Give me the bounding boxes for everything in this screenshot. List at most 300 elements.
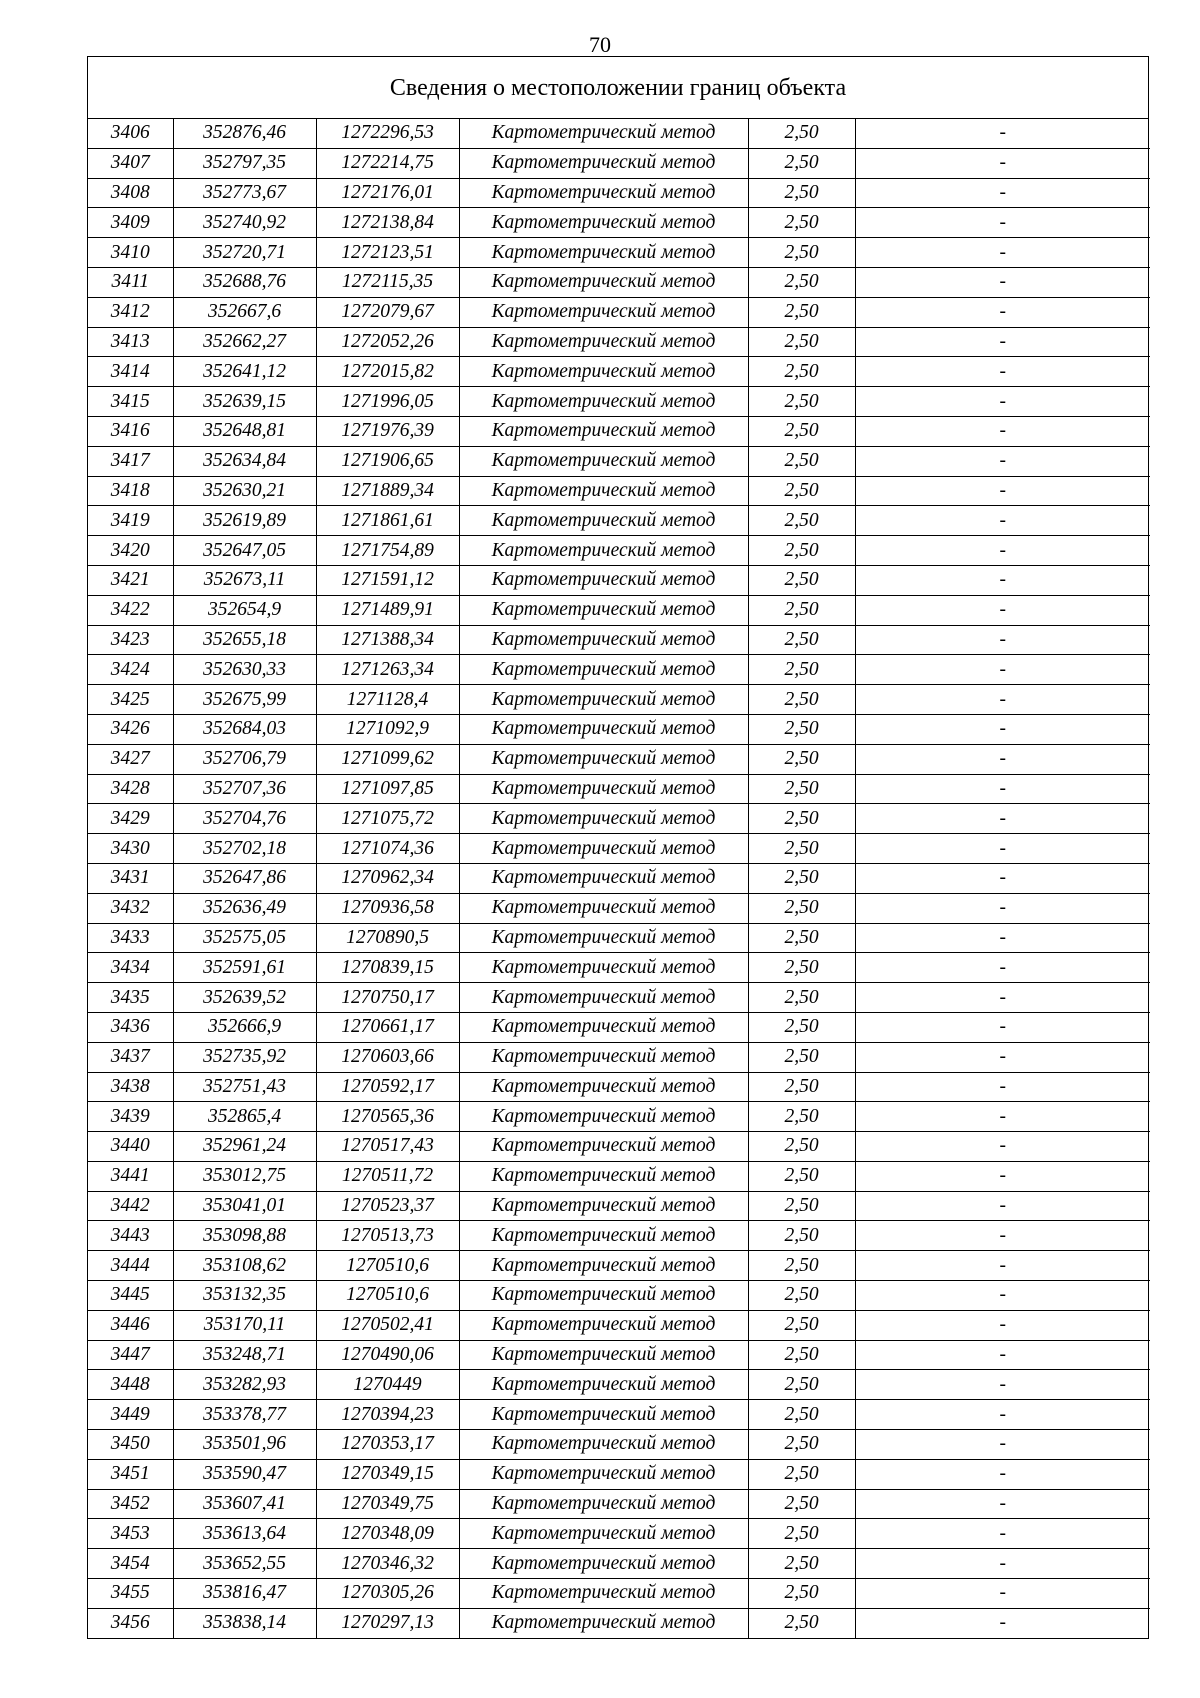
x-coordinate-cell: 352648,81 bbox=[173, 416, 316, 446]
note-cell: - bbox=[855, 774, 1150, 804]
note-cell: - bbox=[855, 685, 1150, 715]
precision-cell: 2,50 bbox=[748, 178, 855, 208]
x-coordinate-cell: 352704,76 bbox=[173, 804, 316, 834]
precision-cell: 2,50 bbox=[748, 983, 855, 1013]
note-cell: - bbox=[855, 953, 1150, 983]
table-row bbox=[88, 119, 1150, 148]
y-coordinate-cell: 1270565,36 bbox=[316, 1102, 459, 1132]
method-cell: Картометрический метод bbox=[459, 1400, 748, 1430]
point-number-cell: 3423 bbox=[88, 625, 173, 655]
precision-cell: 2,50 bbox=[748, 1221, 855, 1251]
point-number-cell: 3447 bbox=[88, 1340, 173, 1370]
y-coordinate-cell: 1272176,01 bbox=[316, 178, 459, 208]
note-cell: - bbox=[855, 1340, 1150, 1370]
y-coordinate-cell: 1271092,9 bbox=[316, 714, 459, 744]
note-cell: - bbox=[855, 416, 1150, 446]
point-number-cell: 3456 bbox=[88, 1608, 173, 1637]
note-cell: - bbox=[855, 238, 1150, 268]
note-cell: - bbox=[855, 1161, 1150, 1191]
note-cell: - bbox=[855, 714, 1150, 744]
precision-cell: 2,50 bbox=[748, 536, 855, 566]
note-cell: - bbox=[855, 297, 1150, 327]
y-coordinate-cell: 1270297,13 bbox=[316, 1608, 459, 1637]
note-cell: - bbox=[855, 983, 1150, 1013]
x-coordinate-cell: 352662,27 bbox=[173, 327, 316, 357]
point-number-cell: 3427 bbox=[88, 744, 173, 774]
table-row bbox=[88, 1549, 1150, 1579]
y-coordinate-cell: 1271889,34 bbox=[316, 476, 459, 506]
precision-cell: 2,50 bbox=[748, 1370, 855, 1400]
note-cell: - bbox=[855, 1102, 1150, 1132]
y-coordinate-cell: 1271906,65 bbox=[316, 446, 459, 476]
table-row bbox=[88, 1608, 1150, 1637]
precision-cell: 2,50 bbox=[748, 804, 855, 834]
y-coordinate-cell: 1271489,91 bbox=[316, 595, 459, 625]
y-coordinate-cell: 1271754,89 bbox=[316, 536, 459, 566]
method-cell: Картометрический метод bbox=[459, 1221, 748, 1251]
point-number-cell: 3418 bbox=[88, 476, 173, 506]
x-coordinate-cell: 353378,77 bbox=[173, 1400, 316, 1430]
y-coordinate-cell: 1272052,26 bbox=[316, 327, 459, 357]
table-row bbox=[88, 387, 1150, 417]
x-coordinate-cell: 352707,36 bbox=[173, 774, 316, 804]
y-coordinate-cell: 1270513,73 bbox=[316, 1221, 459, 1251]
y-coordinate-cell: 1270305,26 bbox=[316, 1579, 459, 1609]
table-row bbox=[88, 1251, 1150, 1281]
note-cell: - bbox=[855, 565, 1150, 595]
table-row bbox=[88, 1519, 1150, 1549]
y-coordinate-cell: 1270511,72 bbox=[316, 1161, 459, 1191]
method-cell: Картометрический метод bbox=[459, 834, 748, 864]
x-coordinate-cell: 353816,47 bbox=[173, 1579, 316, 1609]
x-coordinate-cell: 352702,18 bbox=[173, 834, 316, 864]
y-coordinate-cell: 1270510,6 bbox=[316, 1281, 459, 1311]
y-coordinate-cell: 1270890,5 bbox=[316, 923, 459, 953]
point-number-cell: 3414 bbox=[88, 357, 173, 387]
table-row bbox=[88, 327, 1150, 357]
point-number-cell: 3441 bbox=[88, 1161, 173, 1191]
table-row bbox=[88, 357, 1150, 387]
point-number-cell: 3432 bbox=[88, 893, 173, 923]
y-coordinate-cell: 1271996,05 bbox=[316, 387, 459, 417]
method-cell: Картометрический метод bbox=[459, 357, 748, 387]
method-cell: Картометрический метод bbox=[459, 1042, 748, 1072]
x-coordinate-cell: 352720,71 bbox=[173, 238, 316, 268]
y-coordinate-cell: 1270490,06 bbox=[316, 1340, 459, 1370]
table-row bbox=[88, 655, 1150, 685]
x-coordinate-cell: 352961,24 bbox=[173, 1132, 316, 1162]
method-cell: Картометрический метод bbox=[459, 1459, 748, 1489]
method-cell: Картометрический метод bbox=[459, 1102, 748, 1132]
table-row bbox=[88, 744, 1150, 774]
y-coordinate-cell: 1272214,75 bbox=[316, 148, 459, 178]
point-number-cell: 3416 bbox=[88, 416, 173, 446]
note-cell: - bbox=[855, 506, 1150, 536]
precision-cell: 2,50 bbox=[748, 1161, 855, 1191]
precision-cell: 2,50 bbox=[748, 208, 855, 238]
method-cell: Картометрический метод bbox=[459, 565, 748, 595]
method-cell: Картометрический метод bbox=[459, 1012, 748, 1042]
precision-cell: 2,50 bbox=[748, 1430, 855, 1460]
table-row bbox=[88, 804, 1150, 834]
x-coordinate-cell: 352591,61 bbox=[173, 953, 316, 983]
y-coordinate-cell: 1270603,66 bbox=[316, 1042, 459, 1072]
precision-cell: 2,50 bbox=[748, 297, 855, 327]
note-cell: - bbox=[855, 1608, 1150, 1637]
point-number-cell: 3443 bbox=[88, 1221, 173, 1251]
x-coordinate-cell: 352688,76 bbox=[173, 267, 316, 297]
y-coordinate-cell: 1271591,12 bbox=[316, 565, 459, 595]
x-coordinate-cell: 352666,9 bbox=[173, 1012, 316, 1042]
precision-cell: 2,50 bbox=[748, 863, 855, 893]
point-number-cell: 3446 bbox=[88, 1310, 173, 1340]
table-row bbox=[88, 565, 1150, 595]
precision-cell: 2,50 bbox=[748, 1191, 855, 1221]
y-coordinate-cell: 1271128,4 bbox=[316, 685, 459, 715]
method-cell: Картометрический метод bbox=[459, 893, 748, 923]
point-number-cell: 3410 bbox=[88, 238, 173, 268]
x-coordinate-cell: 353041,01 bbox=[173, 1191, 316, 1221]
method-cell: Картометрический метод bbox=[459, 267, 748, 297]
precision-cell: 2,50 bbox=[748, 1042, 855, 1072]
method-cell: Картометрический метод bbox=[459, 1608, 748, 1637]
x-coordinate-cell: 353108,62 bbox=[173, 1251, 316, 1281]
precision-cell: 2,50 bbox=[748, 1519, 855, 1549]
table-row bbox=[88, 416, 1150, 446]
note-cell: - bbox=[855, 357, 1150, 387]
point-number-cell: 3450 bbox=[88, 1430, 173, 1460]
precision-cell: 2,50 bbox=[748, 387, 855, 417]
point-number-cell: 3442 bbox=[88, 1191, 173, 1221]
x-coordinate-cell: 352655,18 bbox=[173, 625, 316, 655]
x-coordinate-cell: 352641,12 bbox=[173, 357, 316, 387]
y-coordinate-cell: 1270394,23 bbox=[316, 1400, 459, 1430]
y-coordinate-cell: 1271388,34 bbox=[316, 625, 459, 655]
point-number-cell: 3439 bbox=[88, 1102, 173, 1132]
point-number-cell: 3425 bbox=[88, 685, 173, 715]
y-coordinate-cell: 1272015,82 bbox=[316, 357, 459, 387]
x-coordinate-cell: 352706,79 bbox=[173, 744, 316, 774]
y-coordinate-cell: 1270523,37 bbox=[316, 1191, 459, 1221]
table-row bbox=[88, 923, 1150, 953]
method-cell: Картометрический метод bbox=[459, 208, 748, 238]
table-row bbox=[88, 476, 1150, 506]
note-cell: - bbox=[855, 595, 1150, 625]
note-cell: - bbox=[855, 536, 1150, 566]
note-cell: - bbox=[855, 655, 1150, 685]
method-cell: Картометрический метод bbox=[459, 1132, 748, 1162]
note-cell: - bbox=[855, 863, 1150, 893]
precision-cell: 2,50 bbox=[748, 685, 855, 715]
table-row bbox=[88, 208, 1150, 238]
method-cell: Картометрический метод bbox=[459, 446, 748, 476]
note-cell: - bbox=[855, 446, 1150, 476]
point-number-cell: 3453 bbox=[88, 1519, 173, 1549]
point-number-cell: 3411 bbox=[88, 267, 173, 297]
note-cell: - bbox=[855, 476, 1150, 506]
table-row bbox=[88, 506, 1150, 536]
point-number-cell: 3426 bbox=[88, 714, 173, 744]
point-number-cell: 3445 bbox=[88, 1281, 173, 1311]
method-cell: Картометрический метод bbox=[459, 297, 748, 327]
x-coordinate-cell: 353012,75 bbox=[173, 1161, 316, 1191]
y-coordinate-cell: 1271976,39 bbox=[316, 416, 459, 446]
table-row bbox=[88, 148, 1150, 178]
table-row bbox=[88, 1579, 1150, 1609]
precision-cell: 2,50 bbox=[748, 446, 855, 476]
point-number-cell: 3424 bbox=[88, 655, 173, 685]
table-title: Сведения о местоположении границ объекта bbox=[88, 57, 1148, 119]
method-cell: Картометрический метод bbox=[459, 1579, 748, 1609]
precision-cell: 2,50 bbox=[748, 476, 855, 506]
note-cell: - bbox=[855, 178, 1150, 208]
method-cell: Картометрический метод bbox=[459, 536, 748, 566]
table-row bbox=[88, 1012, 1150, 1042]
point-number-cell: 3429 bbox=[88, 804, 173, 834]
x-coordinate-cell: 353282,93 bbox=[173, 1370, 316, 1400]
note-cell: - bbox=[855, 1459, 1150, 1489]
method-cell: Картометрический метод bbox=[459, 1072, 748, 1102]
method-cell: Картометрический метод bbox=[459, 1370, 748, 1400]
note-cell: - bbox=[855, 893, 1150, 923]
point-number-cell: 3435 bbox=[88, 983, 173, 1013]
note-cell: - bbox=[855, 1579, 1150, 1609]
table-row bbox=[88, 1310, 1150, 1340]
precision-cell: 2,50 bbox=[748, 506, 855, 536]
y-coordinate-cell: 1271861,61 bbox=[316, 506, 459, 536]
method-cell: Картометрический метод bbox=[459, 1489, 748, 1519]
precision-cell: 2,50 bbox=[748, 625, 855, 655]
method-cell: Картометрический метод bbox=[459, 685, 748, 715]
y-coordinate-cell: 1270348,09 bbox=[316, 1519, 459, 1549]
y-coordinate-cell: 1270750,17 bbox=[316, 983, 459, 1013]
x-coordinate-cell: 352675,99 bbox=[173, 685, 316, 715]
table-row bbox=[88, 1132, 1150, 1162]
point-number-cell: 3408 bbox=[88, 178, 173, 208]
precision-cell: 2,50 bbox=[748, 834, 855, 864]
point-number-cell: 3428 bbox=[88, 774, 173, 804]
point-number-cell: 3412 bbox=[88, 297, 173, 327]
x-coordinate-cell: 353613,64 bbox=[173, 1519, 316, 1549]
method-cell: Картометрический метод bbox=[459, 625, 748, 655]
method-cell: Картометрический метод bbox=[459, 327, 748, 357]
precision-cell: 2,50 bbox=[748, 714, 855, 744]
table-row bbox=[88, 834, 1150, 864]
y-coordinate-cell: 1272079,67 bbox=[316, 297, 459, 327]
x-coordinate-cell: 353607,41 bbox=[173, 1489, 316, 1519]
point-number-cell: 3413 bbox=[88, 327, 173, 357]
table-row bbox=[88, 1191, 1150, 1221]
table-row bbox=[88, 983, 1150, 1013]
point-number-cell: 3440 bbox=[88, 1132, 173, 1162]
table-row bbox=[88, 178, 1150, 208]
method-cell: Картометрический метод bbox=[459, 387, 748, 417]
y-coordinate-cell: 1271075,72 bbox=[316, 804, 459, 834]
table-row bbox=[88, 595, 1150, 625]
x-coordinate-cell: 352673,11 bbox=[173, 565, 316, 595]
precision-cell: 2,50 bbox=[748, 416, 855, 446]
note-cell: - bbox=[855, 1489, 1150, 1519]
point-number-cell: 3417 bbox=[88, 446, 173, 476]
table-row bbox=[88, 297, 1150, 327]
precision-cell: 2,50 bbox=[748, 148, 855, 178]
method-cell: Картометрический метод bbox=[459, 714, 748, 744]
table-row bbox=[88, 1370, 1150, 1400]
precision-cell: 2,50 bbox=[748, 1400, 855, 1430]
note-cell: - bbox=[855, 387, 1150, 417]
y-coordinate-cell: 1272138,84 bbox=[316, 208, 459, 238]
note-cell: - bbox=[855, 1310, 1150, 1340]
note-cell: - bbox=[855, 1549, 1150, 1579]
method-cell: Картометрический метод bbox=[459, 863, 748, 893]
method-cell: Картометрический метод bbox=[459, 1281, 748, 1311]
x-coordinate-cell: 353248,71 bbox=[173, 1340, 316, 1370]
x-coordinate-cell: 352636,49 bbox=[173, 893, 316, 923]
x-coordinate-cell: 352647,05 bbox=[173, 536, 316, 566]
point-number-cell: 3454 bbox=[88, 1549, 173, 1579]
precision-cell: 2,50 bbox=[748, 357, 855, 387]
note-cell: - bbox=[855, 1430, 1150, 1460]
table-row bbox=[88, 1340, 1150, 1370]
precision-cell: 2,50 bbox=[748, 744, 855, 774]
table-row bbox=[88, 1042, 1150, 1072]
point-number-cell: 3444 bbox=[88, 1251, 173, 1281]
x-coordinate-cell: 352639,52 bbox=[173, 983, 316, 1013]
precision-cell: 2,50 bbox=[748, 119, 855, 148]
note-cell: - bbox=[855, 1221, 1150, 1251]
y-coordinate-cell: 1270936,58 bbox=[316, 893, 459, 923]
note-cell: - bbox=[855, 1519, 1150, 1549]
table-row bbox=[88, 267, 1150, 297]
x-coordinate-cell: 353132,35 bbox=[173, 1281, 316, 1311]
table-row bbox=[88, 863, 1150, 893]
x-coordinate-cell: 352865,4 bbox=[173, 1102, 316, 1132]
x-coordinate-cell: 352797,35 bbox=[173, 148, 316, 178]
point-number-cell: 3452 bbox=[88, 1489, 173, 1519]
table-row bbox=[88, 953, 1150, 983]
note-cell: - bbox=[855, 1132, 1150, 1162]
method-cell: Картометрический метод bbox=[459, 744, 748, 774]
table-row bbox=[88, 1102, 1150, 1132]
y-coordinate-cell: 1270349,75 bbox=[316, 1489, 459, 1519]
coordinates-table bbox=[88, 119, 1150, 1638]
note-cell: - bbox=[855, 1251, 1150, 1281]
x-coordinate-cell: 352647,86 bbox=[173, 863, 316, 893]
method-cell: Картометрический метод bbox=[459, 238, 748, 268]
x-coordinate-cell: 352684,03 bbox=[173, 714, 316, 744]
y-coordinate-cell: 1270592,17 bbox=[316, 1072, 459, 1102]
x-coordinate-cell: 352630,33 bbox=[173, 655, 316, 685]
y-coordinate-cell: 1270661,17 bbox=[316, 1012, 459, 1042]
table-row bbox=[88, 1161, 1150, 1191]
table-row bbox=[88, 238, 1150, 268]
note-cell: - bbox=[855, 1012, 1150, 1042]
method-cell: Картометрический метод bbox=[459, 595, 748, 625]
table-row bbox=[88, 1430, 1150, 1460]
x-coordinate-cell: 352619,89 bbox=[173, 506, 316, 536]
x-coordinate-cell: 352876,46 bbox=[173, 119, 316, 148]
point-number-cell: 3451 bbox=[88, 1459, 173, 1489]
point-number-cell: 3422 bbox=[88, 595, 173, 625]
method-cell: Картометрический метод bbox=[459, 923, 748, 953]
note-cell: - bbox=[855, 625, 1150, 655]
boundary-table bbox=[87, 56, 1149, 1639]
precision-cell: 2,50 bbox=[748, 923, 855, 953]
y-coordinate-cell: 1270510,6 bbox=[316, 1251, 459, 1281]
precision-cell: 2,50 bbox=[748, 1310, 855, 1340]
point-number-cell: 3455 bbox=[88, 1579, 173, 1609]
method-cell: Картометрический метод bbox=[459, 416, 748, 446]
point-number-cell: 3448 bbox=[88, 1370, 173, 1400]
method-cell: Картометрический метод bbox=[459, 1161, 748, 1191]
note-cell: - bbox=[855, 267, 1150, 297]
point-number-cell: 3431 bbox=[88, 863, 173, 893]
precision-cell: 2,50 bbox=[748, 1072, 855, 1102]
x-coordinate-cell: 352773,67 bbox=[173, 178, 316, 208]
table-row bbox=[88, 1489, 1150, 1519]
point-number-cell: 3430 bbox=[88, 834, 173, 864]
precision-cell: 2,50 bbox=[748, 1459, 855, 1489]
method-cell: Картометрический метод bbox=[459, 1251, 748, 1281]
precision-cell: 2,50 bbox=[748, 1579, 855, 1609]
precision-cell: 2,50 bbox=[748, 953, 855, 983]
x-coordinate-cell: 352654,9 bbox=[173, 595, 316, 625]
x-coordinate-cell: 352740,92 bbox=[173, 208, 316, 238]
precision-cell: 2,50 bbox=[748, 1340, 855, 1370]
point-number-cell: 3449 bbox=[88, 1400, 173, 1430]
table-row bbox=[88, 1221, 1150, 1251]
table-row bbox=[88, 1072, 1150, 1102]
note-cell: - bbox=[855, 834, 1150, 864]
table-row bbox=[88, 774, 1150, 804]
method-cell: Картометрический метод bbox=[459, 1549, 748, 1579]
y-coordinate-cell: 1272115,35 bbox=[316, 267, 459, 297]
method-cell: Картометрический метод bbox=[459, 1191, 748, 1221]
note-cell: - bbox=[855, 1400, 1150, 1430]
point-number-cell: 3436 bbox=[88, 1012, 173, 1042]
method-cell: Картометрический метод bbox=[459, 953, 748, 983]
y-coordinate-cell: 1270502,41 bbox=[316, 1310, 459, 1340]
method-cell: Картометрический метод bbox=[459, 774, 748, 804]
x-coordinate-cell: 352634,84 bbox=[173, 446, 316, 476]
note-cell: - bbox=[855, 1072, 1150, 1102]
method-cell: Картометрический метод bbox=[459, 119, 748, 148]
page-number: 70 bbox=[589, 32, 611, 57]
y-coordinate-cell: 1271263,34 bbox=[316, 655, 459, 685]
note-cell: - bbox=[855, 1191, 1150, 1221]
table-body bbox=[88, 119, 1150, 1638]
method-cell: Картометрический метод bbox=[459, 804, 748, 834]
point-number-cell: 3406 bbox=[88, 119, 173, 148]
note-cell: - bbox=[855, 804, 1150, 834]
method-cell: Картометрический метод bbox=[459, 506, 748, 536]
table-row bbox=[88, 1459, 1150, 1489]
point-number-cell: 3415 bbox=[88, 387, 173, 417]
note-cell: - bbox=[855, 1281, 1150, 1311]
precision-cell: 2,50 bbox=[748, 267, 855, 297]
method-cell: Картометрический метод bbox=[459, 655, 748, 685]
table-row bbox=[88, 446, 1150, 476]
x-coordinate-cell: 353501,96 bbox=[173, 1430, 316, 1460]
x-coordinate-cell: 353590,47 bbox=[173, 1459, 316, 1489]
y-coordinate-cell: 1270346,32 bbox=[316, 1549, 459, 1579]
precision-cell: 2,50 bbox=[748, 327, 855, 357]
x-coordinate-cell: 352575,05 bbox=[173, 923, 316, 953]
table-row bbox=[88, 1281, 1150, 1311]
precision-cell: 2,50 bbox=[748, 655, 855, 685]
precision-cell: 2,50 bbox=[748, 238, 855, 268]
x-coordinate-cell: 352735,92 bbox=[173, 1042, 316, 1072]
